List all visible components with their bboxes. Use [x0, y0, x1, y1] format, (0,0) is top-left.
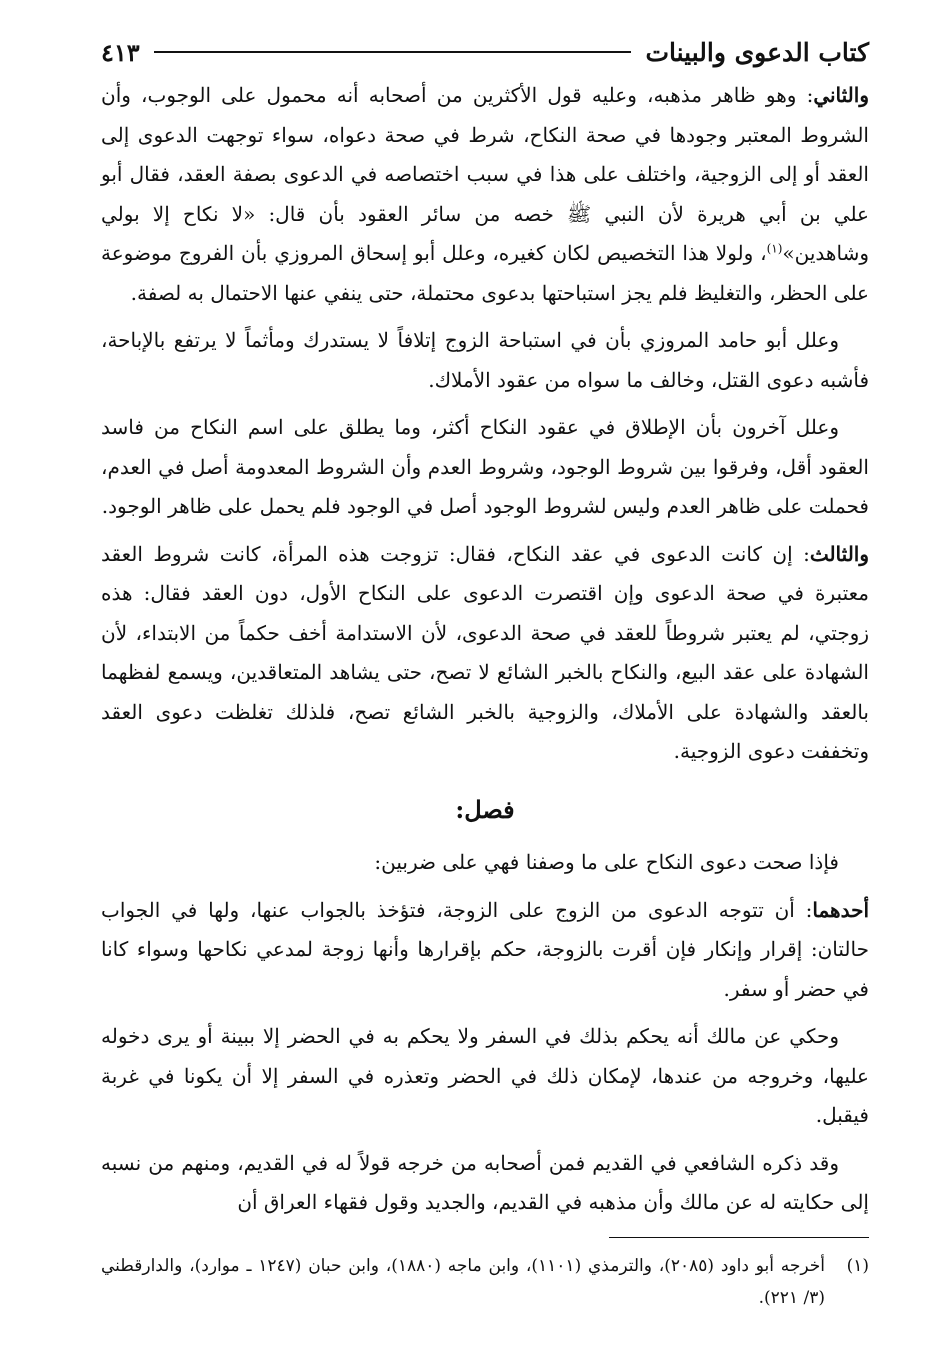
footnotes [101, 1250, 869, 1314]
section-heading: فصل: [455, 794, 515, 824]
paragraph-text: : وهو ظاهر مذهبه، وعليه قول الأكثرين من أصحابه أنه محمول على الوجوب، وأن الشروط المعتبر وجودها في صحة النكاح، شرط في صحة دعواه، سواء توجهت الدعوى إلى العقد أو إلى الزوجية، واختلف على هذا في سبب اختصاصه في الدعوى بصفة العقد، فقال أبو علي بن أبي هريرة لأن النبي ﷺ خصه من سائر العقود بأن قال: «لا نكاح إلا بولي وشاهدين» [101, 83, 869, 265]
footnote-number: (١) [846, 1255, 869, 1276]
paragraph-others: وعلل آخرون بأن الإطلاق في عقود النكاح أكثر، وما يطلق على اسم النكاح من فاسد العقود أقل، وفرقوا بين شروط الوجود، وشروط العدم وأن الشروط المعدومة أصل في العدم، فحملت على ظاهر العدم وليس لشروط الوجود أصل في الوجود فلم يحمل على ظاهر الوجود. [101, 415, 869, 518]
paragraph-first-type [101, 891, 869, 1010]
paragraph-malik: وحكي عن مالك أنه يحكم بذلك في السفر ولا يحكم به في الحضر إلا ببينة أو يرى دخوله عليها، وخروجه من عندها، لإمكان ذلك في الحضر وتعذره في السفر إلا أن يكونا في غربة فيقبل. [101, 1024, 869, 1127]
footnote-item [101, 1250, 869, 1314]
paragraph-lead: أحدهما [812, 897, 869, 922]
book-title: كتاب الدعوى والبينات [645, 37, 869, 67]
footnote-rule [609, 1237, 869, 1238]
paragraph-lead: والثاني [813, 83, 869, 107]
main-text [101, 76, 869, 1223]
paragraph-second-opinion [101, 76, 869, 313]
paragraph-lead: والثالث [809, 541, 869, 566]
paragraph-shafii: وقد ذكره الشافعي في القديم فمن أصحابه من خرجه قولاً له في القديم، ومنهم من نسبه إلى حكايته له عن مالك وأن مذهبه في القديم، والجديد وقول فقهاء العراق أن [101, 1150, 869, 1214]
paragraph-text: : أن تتوجه الدعوى من الزوج على الزوجة، فتؤخذ بالجواب عنها، ولها في الجواب حالتان: إقرار وإنكار فإن أقرت بالزوجة، حكم بإقرارها وأنها زوجة لمدعي نكاحها وسواء كانا في حضر أو سفر. [101, 897, 869, 1001]
paragraph-text: : إن كانت الدعوى في عقد النكاح، فقال: تزوجت هذه المرأة، كانت شروط العقد معتبرة في صحة الدعوى وإن اقتصرت الدعوى على النكاح الأول، دون العقد فقال: هذه زوجتي، لم يعتبر شروطاً للعقد في صحة الدعوى، لأن الاستدامة أخف حكماً من الابتداء، لأن الشهادة على عقد البيع، والنكاح بالخبر الشائع لا تصح، حتى يشاهد المتعاقدين، ويسمع لفظهما بالعقد والشهادة على الأملاك، والزوجية بالخبر الشائع تصح، فلذلك تغلظت دعوى العقد وتخففت دعوى الزوجية. [101, 541, 869, 763]
footnote-text: أخرجه أبو داود (٢٠٨٥)، والترمذي (١١٠١)، وابن ماجه (١٨٨٠)، وابن حبان (١٢٤٧ ـ موارد)، والدارقطني (٣/ ٢٢١). [101, 1255, 825, 1308]
header-rule [154, 51, 632, 53]
running-header [101, 32, 869, 72]
paragraph-text-continued: ، ولولا هذا التخصيص لكان كغيره، وعلل أبو إسحاق المروزي بأن الفروج موضوعة على الحظر، والتغليظ فلم يجز استباحتها بدعوى محتملة، حتى ينفي عنها الاحتمال به لصفة. [101, 241, 869, 305]
paragraph-abu-hamid: وعلل أبو حامد المروزي بأن في استباحة الزوج إتلافاً لا يستدرك ومأثماً لا يرتفع بالإباحة، فأشبه دعوى القتل، وخالف ما سواه من عقود الأملاك. [101, 328, 869, 392]
paragraph-third-opinion [101, 535, 869, 772]
paragraph-two-types: فإذا صحت دعوى النكاح على ما وصفنا فهي على ضربين: [374, 850, 839, 874]
footnote-reference[interactable]: (١) [766, 241, 783, 256]
page-number: ٤١٣ [101, 37, 140, 67]
